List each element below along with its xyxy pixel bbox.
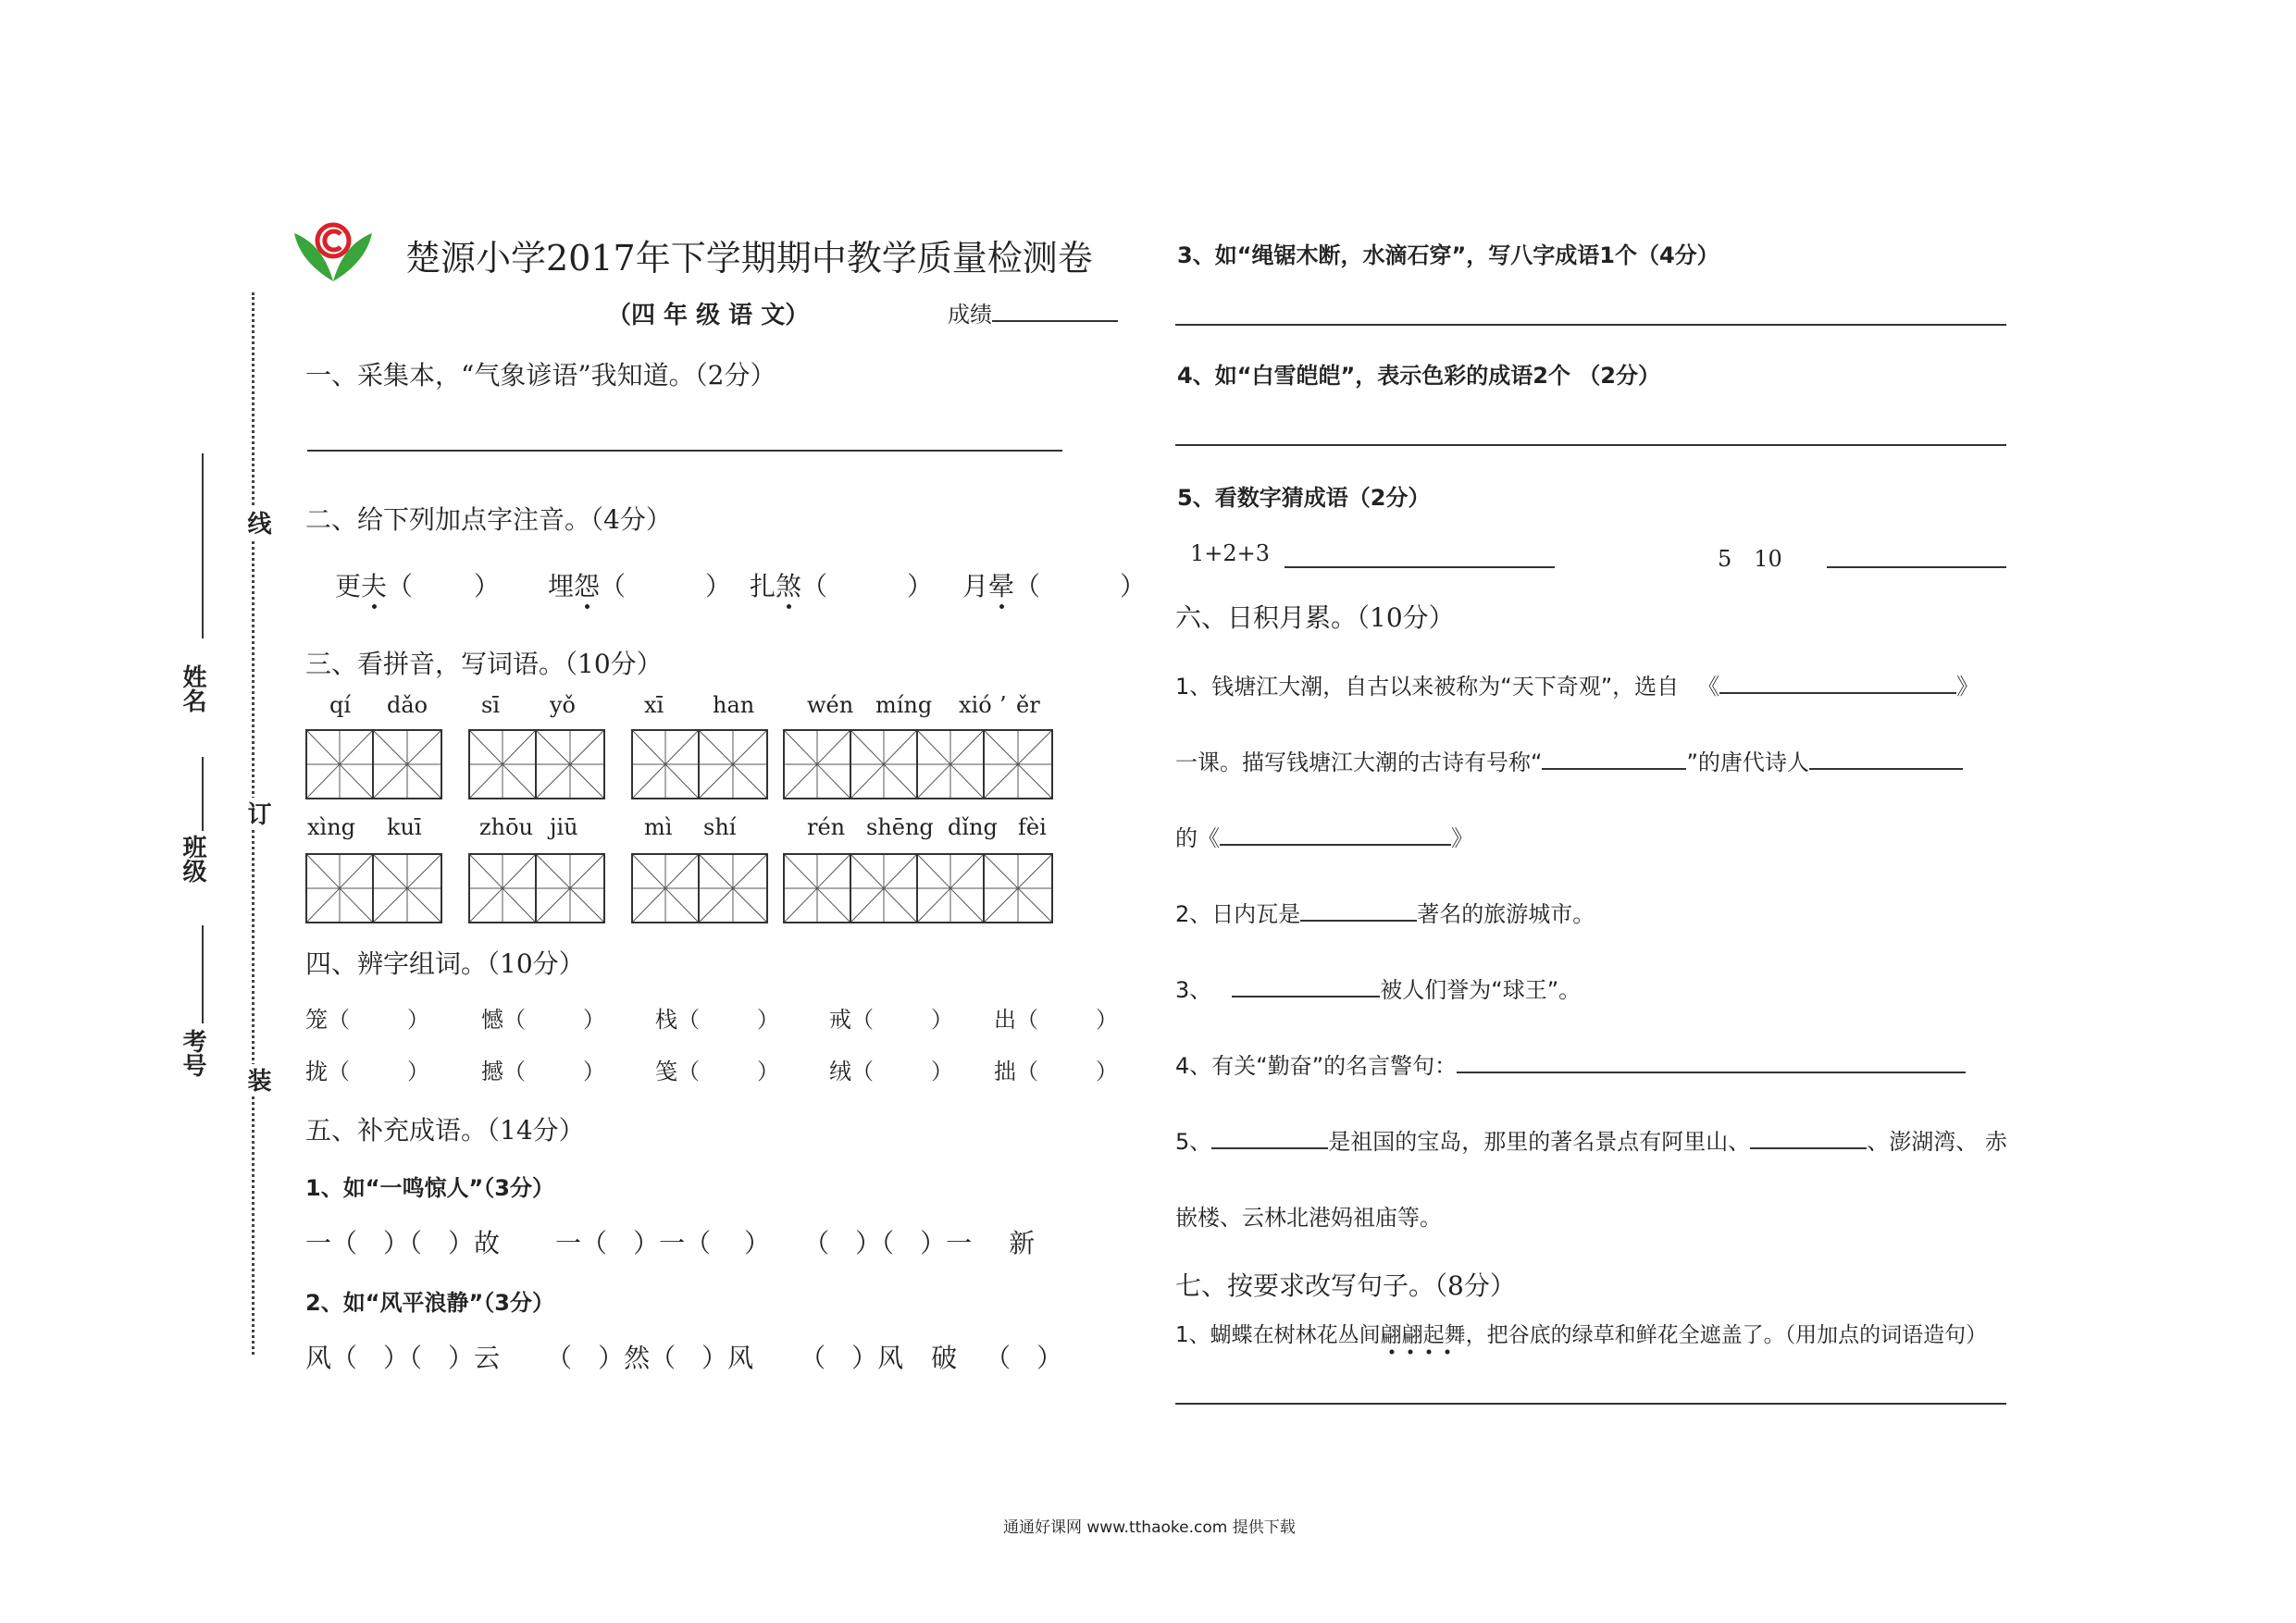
score-field: [948, 296, 1118, 328]
grid-cell[interactable]: [470, 855, 537, 922]
pinyin: rén: [807, 814, 846, 840]
q6-blank[interactable]: [1750, 1147, 1867, 1149]
pinyin: han: [713, 692, 755, 718]
q2-item-1[interactable]: [335, 566, 500, 603]
q5-sub4: 4、如“白雪皑皑”，表示色彩的成语2个 （2分）: [1177, 363, 1660, 389]
binding-label-ding: 订: [241, 798, 275, 829]
q6-blank[interactable]: [1232, 996, 1380, 997]
score-label: 成绩: [948, 302, 992, 328]
pinyin: wén: [807, 692, 854, 718]
q6-blank[interactable]: [1220, 844, 1451, 846]
exam-no-write-line: [202, 925, 204, 1023]
q1-answer-line[interactable]: [307, 450, 1062, 452]
grid-cell[interactable]: [374, 855, 441, 922]
pinyin: fèi: [1018, 814, 1047, 840]
exam-subtitle: （四 年 级 语 文）: [607, 302, 810, 329]
school-logo: [292, 220, 374, 283]
grid-cell[interactable]: [374, 731, 441, 798]
pinyin: ěr: [1016, 692, 1040, 718]
writing-grid-8[interactable]: [783, 853, 1053, 923]
pinyin: dǐng: [948, 814, 998, 840]
pinyin: shí: [703, 814, 737, 840]
school-logo-graphic: [292, 220, 374, 283]
writing-grid-4[interactable]: [783, 729, 1053, 799]
pinyin: jiū: [550, 814, 578, 840]
grid-cell[interactable]: [537, 855, 603, 922]
pinyin: shēng: [866, 814, 934, 840]
q6-line-8: 嵌楼、云林北港妈祖庙等。: [1175, 1205, 1442, 1231]
q6-blank[interactable]: [1719, 692, 1956, 694]
q2-item-3-close: ）: [907, 571, 934, 601]
writing-grid-2[interactable]: [468, 729, 605, 799]
pinyin: sī: [481, 692, 500, 718]
grid-cell[interactable]: [537, 731, 603, 798]
q4-item[interactable]: 戒（ ）: [829, 1007, 953, 1033]
q2-item-4-close: ）: [1120, 571, 1147, 601]
pinyin: dǎo: [387, 692, 428, 718]
grid-cell[interactable]: [700, 855, 766, 922]
grid-cell[interactable]: [985, 731, 1051, 798]
writing-grid-5[interactable]: [305, 853, 442, 923]
q2-item-4-text: 月晕（: [962, 571, 1041, 601]
grid-cell[interactable]: [307, 731, 374, 798]
q2-item-2[interactable]: [548, 566, 731, 603]
q5-sub1: 1、如“一鸣惊人”（3分）: [305, 1175, 554, 1201]
q5-title: 五、补充成语。（14分）: [305, 1115, 585, 1146]
score-blank[interactable]: [992, 320, 1118, 322]
q4-item[interactable]: 笼（ ）: [305, 1007, 429, 1033]
q6-line-1: 1、钱塘江大潮，自古以来被称为“天下奇观”，选自 《 》: [1175, 674, 1980, 700]
q4-item[interactable]: 栈（ ）: [655, 1007, 779, 1033]
pinyin: yǒ: [550, 692, 577, 718]
q6-blank[interactable]: [1300, 920, 1417, 922]
q6-blank[interactable]: [1457, 1072, 1966, 1073]
q2-item-3[interactable]: [750, 566, 933, 603]
exam-title: 楚源小学2017年下学期期中教学质量检测卷: [405, 238, 1093, 279]
grid-cell[interactable]: [307, 855, 374, 922]
q2-item-2-text: 埋怨（: [548, 571, 627, 601]
pinyin: míng: [875, 692, 933, 718]
q4-item[interactable]: 笺（ ）: [655, 1059, 779, 1084]
q5-sub5: 5、看数字猜成语（2分）: [1177, 485, 1431, 511]
binding-label-xian: 线: [241, 507, 275, 539]
q5-sub5-b-blank[interactable]: [1827, 566, 2006, 568]
q4-item[interactable]: 撼（ ）: [481, 1059, 605, 1084]
q4-item[interactable]: 憾（ ）: [481, 1007, 605, 1033]
q5-sub4-answer-line[interactable]: [1175, 444, 2006, 446]
grid-cell[interactable]: [918, 731, 985, 798]
binding-label-zhuang: 装: [241, 1064, 275, 1096]
q2-item-1-text: 更夫（: [335, 571, 414, 601]
q4-item[interactable]: 出（ ）: [994, 1007, 1118, 1033]
q2-item-4[interactable]: [962, 566, 1146, 603]
q2-item-3-text: 扎煞（: [750, 571, 828, 601]
q6-line-6: 4、有关“勤奋”的名言警句：: [1175, 1047, 1966, 1080]
class-write-line: [202, 757, 204, 831]
q6-blank[interactable]: [1211, 1147, 1328, 1149]
q6-line-3: 的《 》: [1175, 825, 1473, 851]
exam-no-label: 考号: [179, 1029, 206, 1077]
grid-cell[interactable]: [851, 855, 918, 922]
q5-sub3-answer-line[interactable]: [1175, 324, 2006, 326]
q5-sub3: 3、如“绳锯木断，水滴石穿”，写八字成语1个（4分）: [1177, 242, 1719, 268]
q1-title: 一、采集本，“气象谚语”我知道。（2分）: [305, 360, 776, 390]
q4-title: 四、辨字组词。（10分）: [305, 948, 585, 979]
grid-cell[interactable]: [851, 731, 918, 798]
grid-cell[interactable]: [785, 855, 851, 922]
grid-cell[interactable]: [785, 731, 851, 798]
pinyin: zhōu: [479, 814, 534, 840]
pinyin-apostrophe: ’: [999, 692, 1007, 718]
pinyin: kuī: [387, 814, 422, 840]
grid-cell[interactable]: [918, 855, 985, 922]
writing-grid-3[interactable]: [631, 729, 768, 799]
q5-sub2: 2、如“风平浪静”（3分）: [305, 1290, 554, 1316]
emphasis-dots: [1386, 1342, 1455, 1349]
q6-line-4: 2、日内瓦是 著名的旅游城市。: [1175, 901, 1595, 927]
q7-answer-line[interactable]: [1175, 1403, 2006, 1405]
q2-title: 二、给下列加点字注音。（4分）: [305, 504, 672, 535]
q7-title: 七、按要求改写句子。（8分）: [1175, 1270, 1516, 1301]
grid-cell[interactable]: [633, 731, 700, 798]
name-label: 姓名: [179, 664, 206, 712]
q6-line-5: 3、 被人们誉为“球王”。: [1175, 977, 1582, 1003]
q4-item[interactable]: 绒（ ）: [829, 1059, 953, 1084]
q5-sub5-a: 1+2+3: [1190, 540, 1271, 566]
q2-item-2-close: ）: [705, 571, 732, 601]
writing-grid-1[interactable]: [305, 729, 442, 799]
grid-cell[interactable]: [985, 855, 1051, 922]
q6-blank[interactable]: [1809, 768, 1963, 770]
q6-blank[interactable]: [1542, 768, 1686, 770]
name-write-line: [202, 453, 204, 638]
q4-item[interactable]: 拢（ ）: [305, 1059, 429, 1084]
pinyin: xī: [644, 692, 664, 718]
pinyin: xìng: [307, 814, 356, 840]
grid-cell[interactable]: [470, 731, 537, 798]
writing-grid-7[interactable]: [631, 853, 768, 923]
grid-cell[interactable]: [700, 731, 766, 798]
q6-line-2: 一课。描写钱塘江大潮的古诗有号称“ ”的唐代诗人: [1175, 744, 1963, 776]
pinyin: qí: [329, 692, 352, 718]
q5-sub5-b: 5 10: [1718, 546, 1782, 572]
q6-title: 六、日积月累。（10分）: [1175, 602, 1455, 633]
class-label: 班级: [179, 835, 206, 883]
q3-title: 三、看拼音，写词语。（10分）: [305, 649, 663, 679]
grid-cell[interactable]: [633, 855, 700, 922]
pinyin: mì: [644, 814, 673, 840]
q4-item[interactable]: 拙（ ）: [994, 1059, 1118, 1084]
q6-line-7: 5、 是祖国的宝岛，那里的著名景点有阿里山、 、澎湖湾、 赤: [1175, 1129, 2007, 1155]
q7-line-1: 1、蝴蝶在树林花丛间翩翩起舞，把谷底的绿草和鲜花全遮盖了。（用加点的词语造句）: [1175, 1323, 1988, 1347]
q5-sub5-a-blank[interactable]: [1285, 566, 1555, 568]
footer-source: 通通好课网 www.tthaoke.com 提供下载: [1003, 1518, 1296, 1537]
q5-sub2-line[interactable]: 风（ ）（ ）云 （ ）然（ ）风 （ ）风 破 （ ）: [305, 1343, 1063, 1373]
writing-grid-6[interactable]: [468, 853, 605, 923]
q5-sub1-line[interactable]: 一（ ）（ ）故 一（ ）一（ ） （ ）（ ）一 新: [305, 1228, 1036, 1258]
q2-item-1-close: ）: [474, 571, 501, 601]
pinyin: xió: [959, 692, 992, 718]
